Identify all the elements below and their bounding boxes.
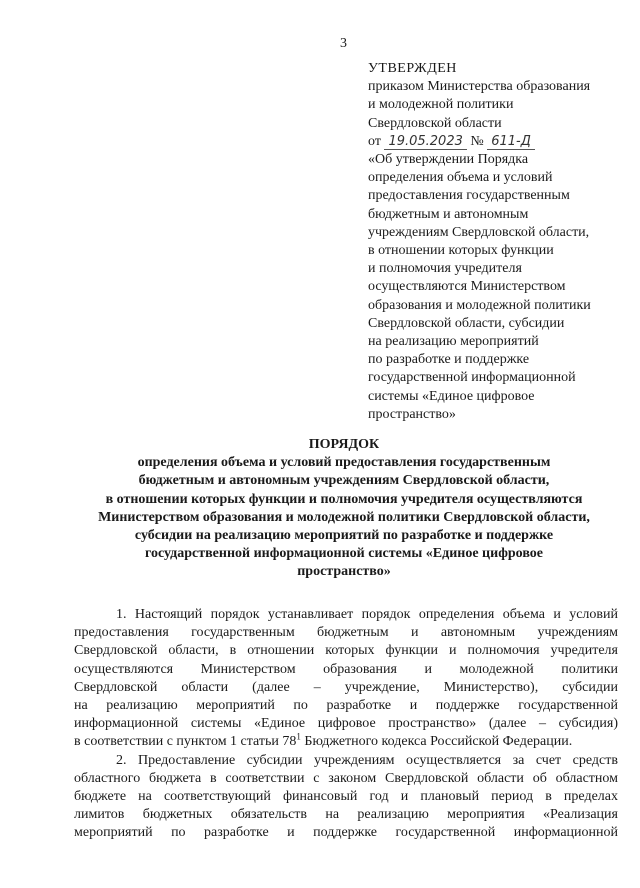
approval-subject-line: в отношении которых функции [368, 243, 554, 259]
heading-line: бюджетным и автономным учреждениям Свердловской области, [138, 473, 550, 489]
document-body [74, 606, 618, 843]
approval-subject-line: осуществляются Министерством [368, 279, 566, 295]
approval-subject-line: на реализацию мероприятий [368, 334, 539, 350]
heading-line: определения объема и условий предоставления государственным [137, 455, 551, 471]
paragraph-text: в соответствии с пунктом 1 статьи 78 [74, 734, 297, 750]
paragraph-line: Свердловской области (далее – учреждение, Министерство), субсидии [74, 679, 618, 695]
approval-subject-line: государственной информационной [368, 370, 576, 386]
paragraph-line: 2. Предоставление субсидии учреждениям осуществляется за счет средств [116, 752, 618, 768]
document-heading [70, 436, 618, 582]
approval-subject-line: Свердловской области, субсидии [368, 315, 565, 331]
paragraph-line: осуществляются Министерством образования и молодежной политики [74, 661, 618, 677]
approval-line: приказом Министерства образования [368, 79, 591, 95]
approval-subject-line: пространство» [368, 406, 456, 422]
paragraph-2 [74, 752, 618, 843]
approval-subject-line: образования и молодежной политики [368, 297, 591, 313]
paragraph-line: областного бюджета в соответствии с законом Свердловской области об областном [74, 770, 618, 786]
heading-title: ПОРЯДОК [308, 437, 380, 452]
paragraph-line: мероприятий по разработке и поддержке государственной информационной [74, 825, 618, 841]
approval-subject-line: и полномочия учредителя [368, 261, 522, 277]
paragraph-line: лимитов бюджетных обязательств на реализацию мероприятия «Реализация [74, 807, 618, 823]
paragraph-line: на реализацию мероприятий по разработке и поддержке государственной [74, 698, 618, 714]
paragraph-line [74, 733, 618, 751]
heading-line: государственной информационной системы «Единое цифровое [144, 546, 543, 562]
handwritten-date: 19.05.2023 [384, 135, 466, 150]
page-number: 3 [340, 36, 347, 51]
approval-subject-line: «Об утверждении Порядка [368, 152, 529, 168]
approval-subject-line: определения объема и условий [368, 170, 553, 186]
heading-line: в отношении которых функции и полномочия учредителя осуществляются [105, 491, 583, 507]
paragraph-line: предоставления государственным бюджетным и автономным учреждениям [74, 625, 618, 641]
number-sign: № [470, 133, 484, 149]
heading-line: пространство» [297, 564, 391, 580]
superscript: 1 [296, 733, 301, 742]
approval-line: и молодежной политики [368, 97, 514, 113]
approval-title: УТВЕРЖДЕН [368, 61, 457, 76]
approval-subject-line: системы «Единое цифровое [368, 388, 535, 404]
paragraph-text: Бюджетного кодекса Российской Федерации. [300, 734, 573, 750]
approval-block [368, 60, 618, 424]
heading-line: субсидии на реализацию мероприятий по разработке и поддержке [134, 528, 554, 544]
paragraph-line: 1. Настоящий порядок устанавливает порядок определения объема и условий [116, 607, 618, 622]
paragraph-line: бюджете на соответствующий финансовый год и плановый период в пределах [74, 789, 618, 805]
approval-subject-line: бюджетным и автономным [368, 206, 529, 222]
approval-subject-line: по разработке и поддержке [368, 352, 530, 368]
date-prefix: от [368, 133, 381, 149]
paragraph-line: Свердловской области, в отношении которых функции и полномочия учредителя [74, 643, 618, 659]
paragraph-1 [74, 606, 618, 752]
approval-date-line [368, 133, 618, 151]
heading-line: Министерством образования и молодежной политики Свердловской области, [98, 509, 590, 525]
approval-subject-line: предоставления государственным [368, 188, 570, 204]
approval-subject-line: учреждениям Свердловской области, [368, 224, 590, 240]
handwritten-order-number: 611-Д [487, 135, 535, 150]
approval-line: Свердловской области [368, 115, 502, 131]
paragraph-line: информационной системы «Единое цифровое пространство» (далее – субсидия) [74, 716, 618, 732]
